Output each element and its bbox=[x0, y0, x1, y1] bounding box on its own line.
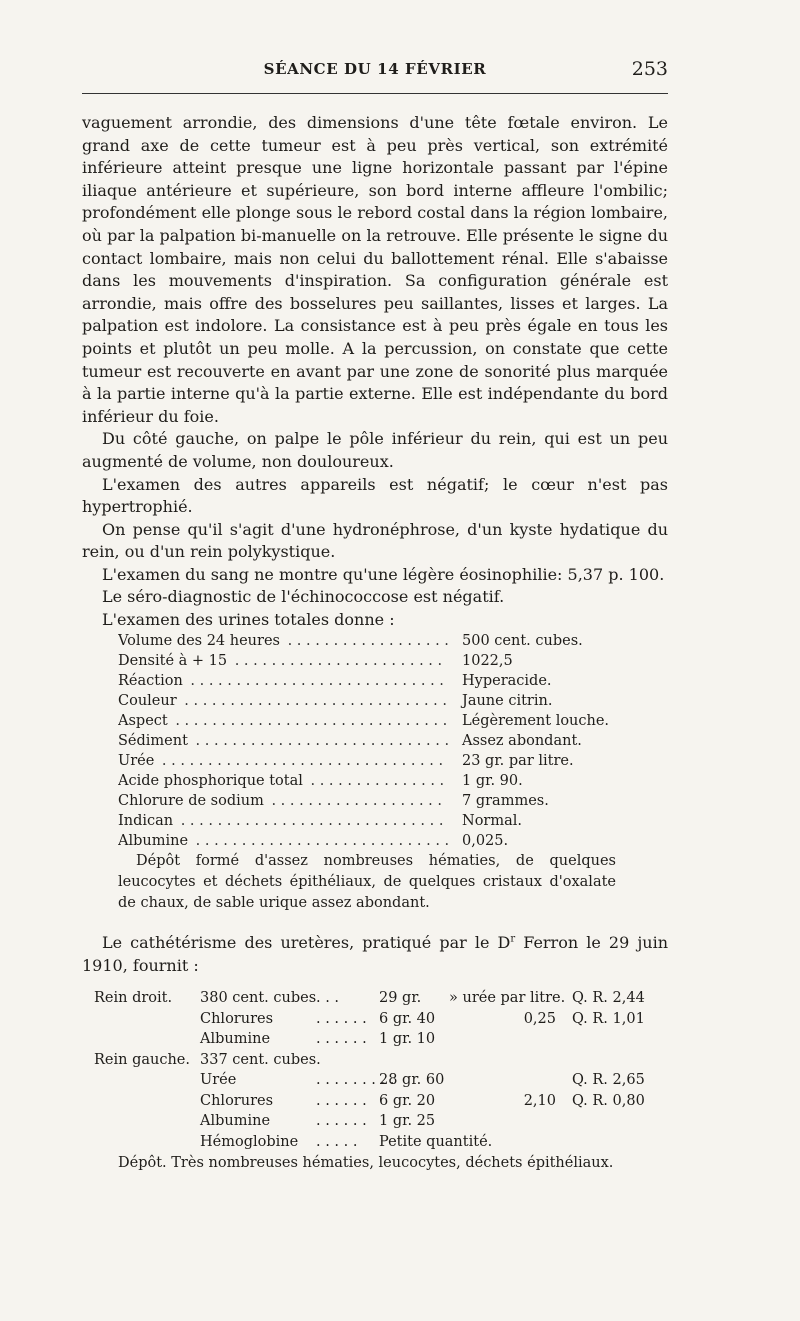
table-row bbox=[94, 1070, 664, 1091]
header-rule bbox=[82, 93, 668, 94]
row-label: Réaction bbox=[118, 673, 186, 689]
row-label: Indican bbox=[118, 813, 176, 829]
table-row bbox=[94, 1050, 664, 1071]
table-row bbox=[118, 791, 618, 811]
kidney-item: Albumine bbox=[200, 1031, 271, 1047]
leader-dots: . . . . . . bbox=[316, 1113, 367, 1129]
leader-dots: . . . . . . bbox=[316, 1031, 367, 1047]
kidney-amount: 29 gr. bbox=[379, 990, 422, 1006]
row-value: Normal. bbox=[462, 813, 522, 829]
paragraph-urine-intro: L'examen des urines totales donne : bbox=[102, 610, 395, 630]
catheterism-intro bbox=[82, 931, 668, 977]
table-row bbox=[94, 1111, 664, 1132]
table-row bbox=[118, 731, 618, 751]
kidney-amount: 28 gr. 60 bbox=[379, 1072, 445, 1088]
urine-analysis-table bbox=[118, 631, 618, 851]
row-label: Volume des 24 heures bbox=[118, 633, 283, 649]
kidney-amount: 1 gr. 10 bbox=[379, 1031, 436, 1047]
table-row bbox=[118, 631, 618, 651]
body-text bbox=[82, 112, 668, 632]
kidney-amount: 6 gr. 20 bbox=[379, 1092, 436, 1109]
kidney-qr: Q. R. 0,80 bbox=[572, 1092, 645, 1109]
row-label: Aspect bbox=[118, 713, 171, 729]
kidney-ratio: 2,10 bbox=[523, 1092, 556, 1109]
table-row bbox=[118, 751, 618, 771]
kidney-item: 380 cent. cubes bbox=[200, 990, 317, 1006]
row-label: Densité à + 15 bbox=[118, 653, 230, 669]
kidney-amount: 1 gr. 25 bbox=[379, 1113, 436, 1129]
row-label: Acide phosphorique total bbox=[118, 773, 306, 789]
paragraph-tumor-description: vaguement arrondie, des dimensions d'une tête fœtale environ. Le grand axe de cette tumeur est à peu près vertical, son extrémité inférieure atteint presque une ligne horizontale passant par l'épine iliaque antérieure et supérieure, son bord interne affleure l'ombilic; profondément elle plonge sous le rebord costal dans la région lombaire, où par la palpation bi-manuelle on la retrouve. Elle présente le signe du contact lombaire, mais non celui du ballottement rénal. Elle s'abaisse dans les mouvements d'inspiration. Sa configuration générale est arrondie, mais offre des bosselures peu saillantes, lisses et larges. La palpation est indolore. La consistance est à peu près égale en tous les points et plutôt un peu molle. A la percussion, on constate que cette tumeur est recouverte en avant par une zone de sonorité plus marquée à la partie interne qu'à la partie externe. Elle est indépendante du bord inférieur du foie. bbox=[82, 113, 668, 426]
row-label: Urée bbox=[118, 753, 157, 769]
kidney-side: Rein gauche. bbox=[94, 1051, 190, 1068]
table-row bbox=[118, 831, 618, 851]
row-value: 0,025. bbox=[462, 833, 509, 849]
leader-dots: . . . . . . . . . bbox=[316, 1072, 395, 1088]
kidney-extra: » urée par litre. bbox=[449, 990, 566, 1006]
row-label: Albumine bbox=[118, 833, 191, 849]
table-row bbox=[94, 1132, 664, 1153]
row-label: Chlorure de sodium bbox=[118, 793, 267, 809]
table-row bbox=[118, 811, 618, 831]
row-value: 1022,5 bbox=[462, 653, 513, 669]
table-row bbox=[118, 771, 618, 791]
paragraph-serodiagnostic: Le séro-diagnostic de l'échinococcose est négatif. bbox=[102, 587, 505, 607]
paragraph-diagnosis: On pense qu'il s'agit d'une hydronéphrose, d'un kyste hydatique du rein, ou d'un rein polykystique. bbox=[82, 519, 668, 562]
table-row bbox=[94, 1091, 664, 1112]
kidney-amount: 6 gr. 40 bbox=[379, 1010, 436, 1027]
row-label: Sédiment bbox=[118, 733, 191, 749]
table-row bbox=[118, 651, 618, 671]
catheterism-intro-end: Ferron le 29 juin 1910, fournit : bbox=[82, 933, 669, 975]
catheterism-intro-start: Le cathétérisme des uretères, pratiqué par le D bbox=[102, 933, 511, 952]
kidney-item: Chlorures bbox=[200, 1010, 274, 1027]
table-row bbox=[94, 1009, 664, 1030]
row-value: 23 gr. par litre. bbox=[462, 753, 574, 769]
row-value: Légèrement louche. bbox=[462, 713, 610, 729]
row-value: Jaune citrin. bbox=[462, 693, 553, 709]
kidney-qr: Q. R. 2,44 bbox=[572, 990, 645, 1006]
paragraph-left-side: Du côté gauche, on palpe le pôle inférieur du rein, qui est un peu augmenté de volume, non douloureux. bbox=[82, 429, 668, 471]
leader-dots: . . . . . . bbox=[316, 1092, 367, 1109]
leader-dots: . . . . . . bbox=[316, 1010, 367, 1027]
table-row bbox=[118, 711, 618, 731]
table-row bbox=[118, 671, 618, 691]
table-row bbox=[94, 1029, 664, 1050]
kidney-item: Urée bbox=[200, 1072, 237, 1088]
row-value: Assez abondant. bbox=[462, 733, 582, 749]
doctor-superscript: r bbox=[510, 933, 516, 945]
kidney-side: Rein droit. bbox=[94, 990, 173, 1006]
row-value: Hyperacide. bbox=[462, 673, 552, 689]
row-label: Couleur bbox=[118, 693, 180, 709]
kidney-item: Albumine bbox=[200, 1113, 271, 1129]
row-value: 7 grammes. bbox=[462, 793, 549, 809]
final-sediment-note: Dépôt. Très nombreuses hématies, leucocytes, déchets épithéliaux. bbox=[118, 1155, 614, 1171]
leader-dots: . . . . . bbox=[316, 1133, 358, 1150]
kidney-qr: Q. R. 2,65 bbox=[572, 1072, 645, 1088]
page-header bbox=[82, 60, 668, 84]
leader-dots: . . . bbox=[316, 990, 340, 1006]
table-row bbox=[94, 988, 664, 1009]
row-value: 500 cent. cubes. bbox=[462, 633, 583, 649]
kidney-item: Chlorures bbox=[200, 1092, 274, 1109]
kidney-amount: Petite quantité. bbox=[379, 1133, 493, 1150]
kidney-item: 337 cent. cubes. bbox=[200, 1051, 321, 1068]
sediment-note: Dépôt formé d'assez nombreuses hématies, de quelques leucocytes et déchets épithéliaux, de quelques cristaux d'oxalate de chaux, de sable urique assez abondant. bbox=[118, 853, 616, 911]
paragraph-blood-exam: L'examen du sang ne montre qu'une légère éosinophilie: 5,37 p. 100. bbox=[102, 564, 665, 584]
kidney-qr: Q. R. 1,01 bbox=[572, 1010, 645, 1027]
page-number: 253 bbox=[631, 58, 668, 80]
row-value: 1 gr. 90. bbox=[462, 773, 523, 789]
table-row bbox=[118, 691, 618, 711]
kidney-ratio: 0,25 bbox=[523, 1010, 556, 1027]
kidney-item: Hémoglobine bbox=[200, 1133, 299, 1150]
kidney-results-table bbox=[94, 988, 664, 1152]
paragraph-other-exams: L'examen des autres appareils est négatif; le cœur n'est pas hypertrophié. bbox=[82, 474, 668, 517]
running-title: SÉANCE DU 14 FÉVRIER bbox=[263, 60, 487, 78]
